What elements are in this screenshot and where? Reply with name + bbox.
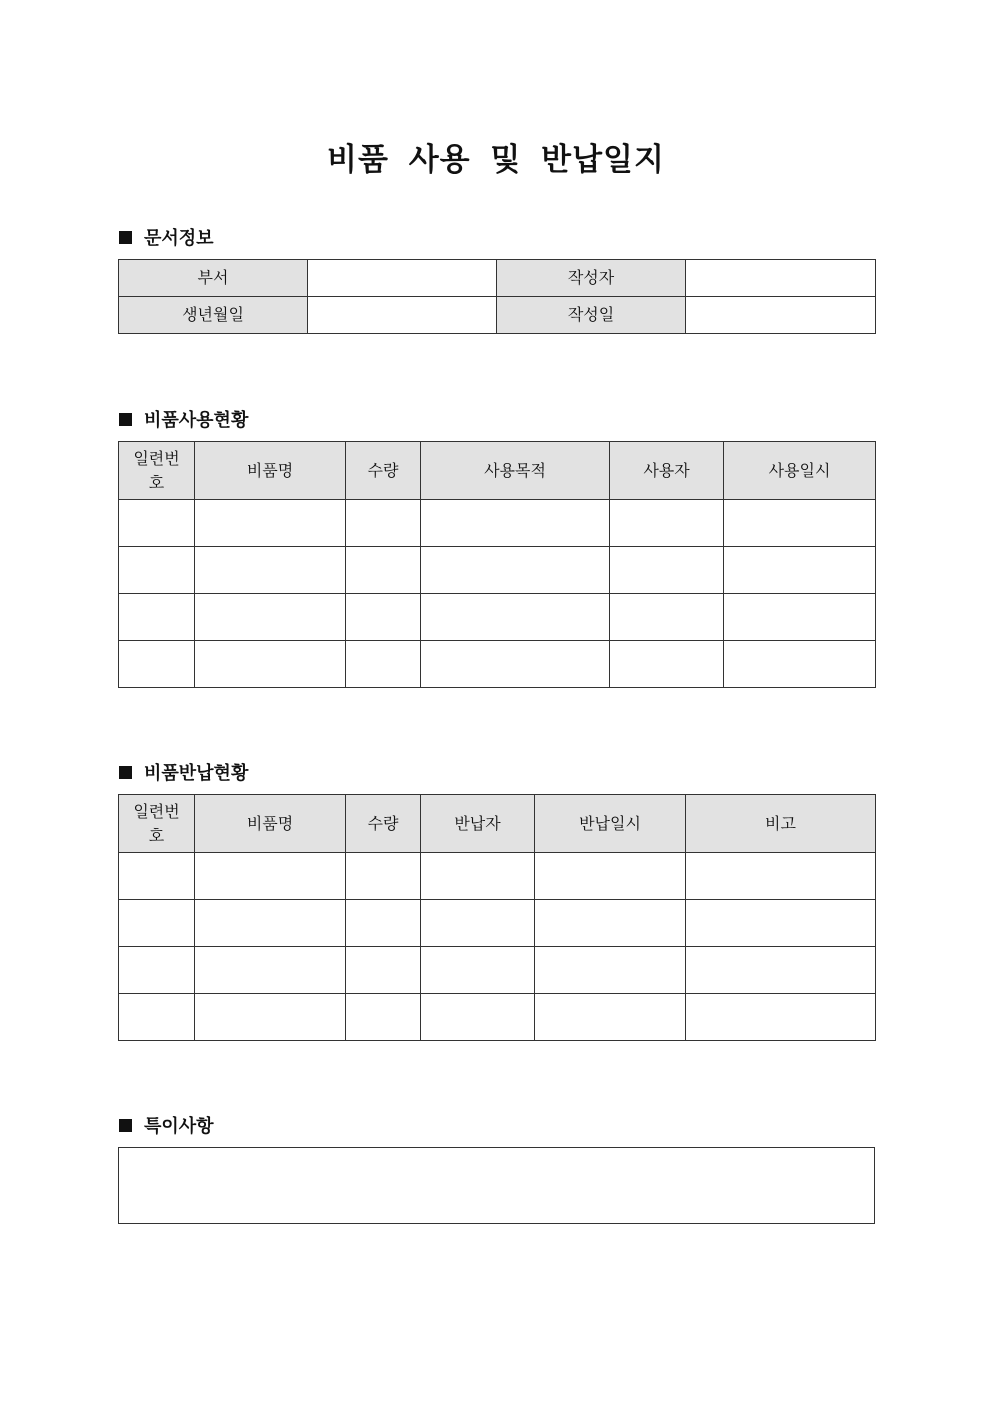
return-table [118,794,876,1041]
section-heading-usage [119,406,248,432]
table-cell[interactable] [119,853,195,900]
column-header-serial: 일련번호 [119,442,195,500]
table-cell[interactable] [686,994,876,1041]
table-row [119,947,876,994]
column-header-remarks: 비고 [686,795,876,853]
section-heading-label: 특이사항 [144,1116,214,1137]
table-cell[interactable] [724,500,876,547]
table-cell[interactable] [195,853,346,900]
section-heading-notes [119,1112,214,1138]
table-cell[interactable] [610,594,724,641]
table-cell[interactable] [686,900,876,947]
table-cell[interactable] [724,547,876,594]
usage-table [118,441,876,688]
table-cell[interactable] [346,853,421,900]
column-header-quantity: 수량 [346,795,421,853]
table-cell[interactable] [195,994,346,1041]
column-header-return-datetime: 반납일시 [535,795,686,853]
table-cell[interactable] [119,947,195,994]
table-cell[interactable] [195,641,346,688]
department-label: 부서 [119,260,308,297]
table-row [119,641,876,688]
section-heading-label: 비품반납현황 [144,763,249,784]
table-cell[interactable] [421,853,535,900]
table-cell[interactable] [195,547,346,594]
table-cell[interactable] [195,500,346,547]
table-cell[interactable] [610,641,724,688]
date-label: 작성일 [497,297,686,334]
author-field[interactable] [686,260,876,297]
column-header-usage-datetime: 사용일시 [724,442,876,500]
table-cell[interactable] [119,900,195,947]
table-row [119,994,876,1041]
table-cell[interactable] [119,500,195,547]
table-row [119,260,876,297]
table-cell[interactable] [119,994,195,1041]
table-row [119,500,876,547]
column-header-serial: 일련번호 [119,795,195,853]
column-header-purpose: 사용목적 [421,442,610,500]
table-cell[interactable] [724,641,876,688]
table-cell[interactable] [610,500,724,547]
table-header-row [119,795,876,853]
square-bullet-icon [119,1119,132,1132]
table-row [119,853,876,900]
table-row [119,297,876,334]
author-label: 작성자 [497,260,686,297]
table-cell[interactable] [346,947,421,994]
table-cell[interactable] [421,500,610,547]
table-cell[interactable] [535,853,686,900]
table-cell[interactable] [686,853,876,900]
table-cell[interactable] [346,900,421,947]
square-bullet-icon [119,766,132,779]
table-cell[interactable] [535,994,686,1041]
table-cell[interactable] [686,947,876,994]
table-cell[interactable] [346,547,421,594]
table-cell[interactable] [195,947,346,994]
document-title: 비품 사용 및 반납일지 [327,142,665,178]
table-cell[interactable] [346,994,421,1041]
table-cell[interactable] [119,594,195,641]
table-cell[interactable] [421,994,535,1041]
table-cell[interactable] [421,947,535,994]
square-bullet-icon [119,231,132,244]
table-cell[interactable] [421,900,535,947]
table-row [119,547,876,594]
table-row [119,900,876,947]
birthdate-field[interactable] [308,297,497,334]
square-bullet-icon [119,413,132,426]
table-cell[interactable] [535,947,686,994]
column-header-item-name: 비품명 [195,442,346,500]
table-cell[interactable] [195,900,346,947]
table-cell[interactable] [421,547,610,594]
table-cell[interactable] [535,900,686,947]
table-cell[interactable] [119,547,195,594]
table-cell[interactable] [346,500,421,547]
table-cell[interactable] [610,547,724,594]
table-cell[interactable] [421,594,610,641]
table-header-row [119,442,876,500]
table-cell[interactable] [724,594,876,641]
column-header-quantity: 수량 [346,442,421,500]
table-cell[interactable] [346,594,421,641]
document-info-table [118,259,876,334]
date-field[interactable] [686,297,876,334]
table-cell[interactable] [346,641,421,688]
table-cell[interactable] [119,641,195,688]
notes-field[interactable] [118,1147,875,1224]
birthdate-label: 생년월일 [119,297,308,334]
column-header-item-name: 비품명 [195,795,346,853]
department-field[interactable] [308,260,497,297]
table-row [119,594,876,641]
section-heading-document-info [119,224,214,250]
table-cell[interactable] [421,641,610,688]
section-heading-label: 비품사용현황 [144,410,249,431]
column-header-returner: 반납자 [421,795,535,853]
column-header-user: 사용자 [610,442,724,500]
table-cell[interactable] [195,594,346,641]
section-heading-label: 문서정보 [144,228,214,249]
section-heading-return [119,759,248,785]
